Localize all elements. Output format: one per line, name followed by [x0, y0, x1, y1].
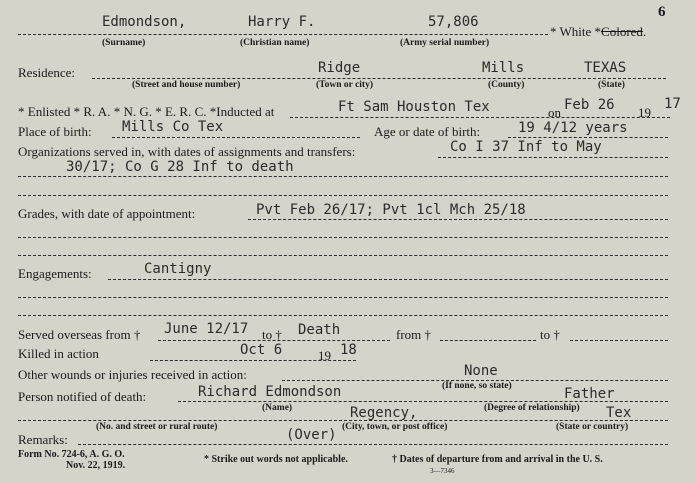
- form-number: Form No. 724-6, A. G. O.: [18, 449, 125, 460]
- surname-value: Edmondson,: [102, 14, 187, 30]
- remarks-value: (Over): [286, 427, 337, 443]
- served-overseas-label: Served overseas from †: [18, 327, 141, 342]
- serial-caption: (Army serial number): [400, 38, 490, 48]
- residence-label: Residence:: [18, 65, 76, 80]
- town-caption: (Town or city): [316, 80, 373, 90]
- person-notified-line: [178, 401, 668, 402]
- organizations-line2: [18, 176, 668, 177]
- organizations-line3: [18, 195, 668, 196]
- on-label: on: [548, 105, 561, 120]
- state-caption: (State): [598, 80, 625, 90]
- notified-state-value: Tex: [606, 405, 632, 421]
- birthplace-line: [112, 137, 360, 138]
- if-none-caption: (If none, so state): [442, 381, 512, 391]
- serial-number-value: 57,806: [428, 14, 479, 30]
- overseas-to-label: to †: [262, 327, 282, 342]
- christian-name-value: Harry F.: [248, 14, 316, 30]
- address-line: [18, 420, 668, 421]
- residence-line: [92, 78, 666, 79]
- state-value: TEXAS: [584, 60, 627, 76]
- overseas-line3: [570, 340, 668, 341]
- overseas-line2: [440, 340, 536, 341]
- killed-line: [150, 360, 356, 361]
- notified-city-value: Regency,: [350, 405, 418, 421]
- race-colored: Colored: [601, 24, 643, 39]
- grades-label: Grades, with date of appointment:: [18, 206, 196, 221]
- overseas-from-value: June 12/17: [164, 321, 249, 337]
- organizations-value-line2: 30/17; Co G 28 Inf to death: [66, 159, 294, 175]
- engagements-line3: [18, 315, 668, 316]
- grades-line1: [248, 219, 668, 220]
- enlisted-line: [290, 117, 670, 118]
- induction-place-value: Ft Sam Houston Tex: [338, 99, 490, 115]
- street-rural-caption: (No. and street or rural route): [96, 422, 218, 432]
- grades-line3: [18, 255, 668, 256]
- strike-note: * Strike out words not applicable.: [204, 454, 348, 465]
- place-of-birth-label: Place of birth:: [18, 124, 92, 139]
- overseas-to2-label: to †: [540, 327, 560, 342]
- surname-caption: (Surname): [102, 38, 146, 48]
- age-line: [508, 137, 668, 138]
- degree-caption: (Degree of relationship): [484, 403, 580, 413]
- county-value: Mills: [482, 60, 525, 76]
- name-caption: (Name): [262, 403, 293, 413]
- grades-value: Pvt Feb 26/17; Pvt 1cl Mch 25/18: [256, 202, 526, 218]
- person-notified-label: Person notified of death:: [18, 389, 147, 404]
- other-wounds-label: Other wounds or injuries received in action:: [18, 367, 247, 382]
- killed-date-value: Oct 6: [240, 342, 283, 358]
- dates-note: † Dates of departure from and arrival in the U. S.: [392, 454, 603, 465]
- name-line: [18, 34, 548, 35]
- enlisted-label: * Enlisted * R. A. * N. G. * E. R. C. *Inducted at: [18, 104, 275, 119]
- county-caption: (County): [488, 80, 525, 90]
- print-code: 3—7346: [430, 467, 455, 475]
- card-number: 6: [658, 4, 666, 20]
- overseas-to-value: Death: [298, 322, 341, 338]
- age-value: 19 4/12 years: [518, 120, 628, 136]
- overseas-from2-label: from †: [396, 327, 432, 342]
- birthplace-value: Mills Co Tex: [122, 119, 224, 135]
- form-date: Nov. 22, 1919.: [66, 460, 126, 471]
- engagements-line1: [108, 279, 668, 280]
- state-country-caption: (State or country): [556, 422, 629, 432]
- killed-year-value: 18: [340, 342, 357, 358]
- engagements-label: Engagements:: [18, 266, 92, 281]
- organizations-label: Organizations served in, with dates of assignments and transfers:: [18, 144, 356, 159]
- killed-label: Killed in action: [18, 346, 99, 361]
- relationship-value: Father: [564, 386, 615, 402]
- race-white: White: [559, 24, 592, 39]
- remarks-label: Remarks:: [18, 432, 68, 447]
- overseas-line1: [158, 340, 390, 341]
- organizations-line1: [438, 157, 668, 158]
- age-label: Age or date of birth:: [374, 124, 481, 139]
- enlist-year-value: 17: [664, 96, 681, 112]
- organizations-value-line1: Co I 37 Inf to May: [450, 139, 602, 155]
- race-field: * White *Colored.: [550, 24, 647, 39]
- enlist-date-value: Feb 26: [564, 97, 615, 113]
- grades-line2: [18, 237, 668, 238]
- engagements-value: Cantigny: [144, 261, 212, 277]
- killed-year-prefix: 19: [318, 348, 331, 363]
- christian-name-caption: (Christian name): [240, 38, 310, 48]
- notified-name-value: Richard Edmondson: [198, 384, 342, 400]
- remarks-line: [78, 444, 668, 445]
- street-caption: (Street and house number): [132, 80, 241, 90]
- enlist-year-prefix: 19: [638, 105, 651, 120]
- city-po-caption: (City, town, or post office): [342, 422, 448, 432]
- other-wounds-value: None: [464, 363, 498, 379]
- town-value: Ridge: [318, 60, 361, 76]
- engagements-line2: [18, 297, 668, 298]
